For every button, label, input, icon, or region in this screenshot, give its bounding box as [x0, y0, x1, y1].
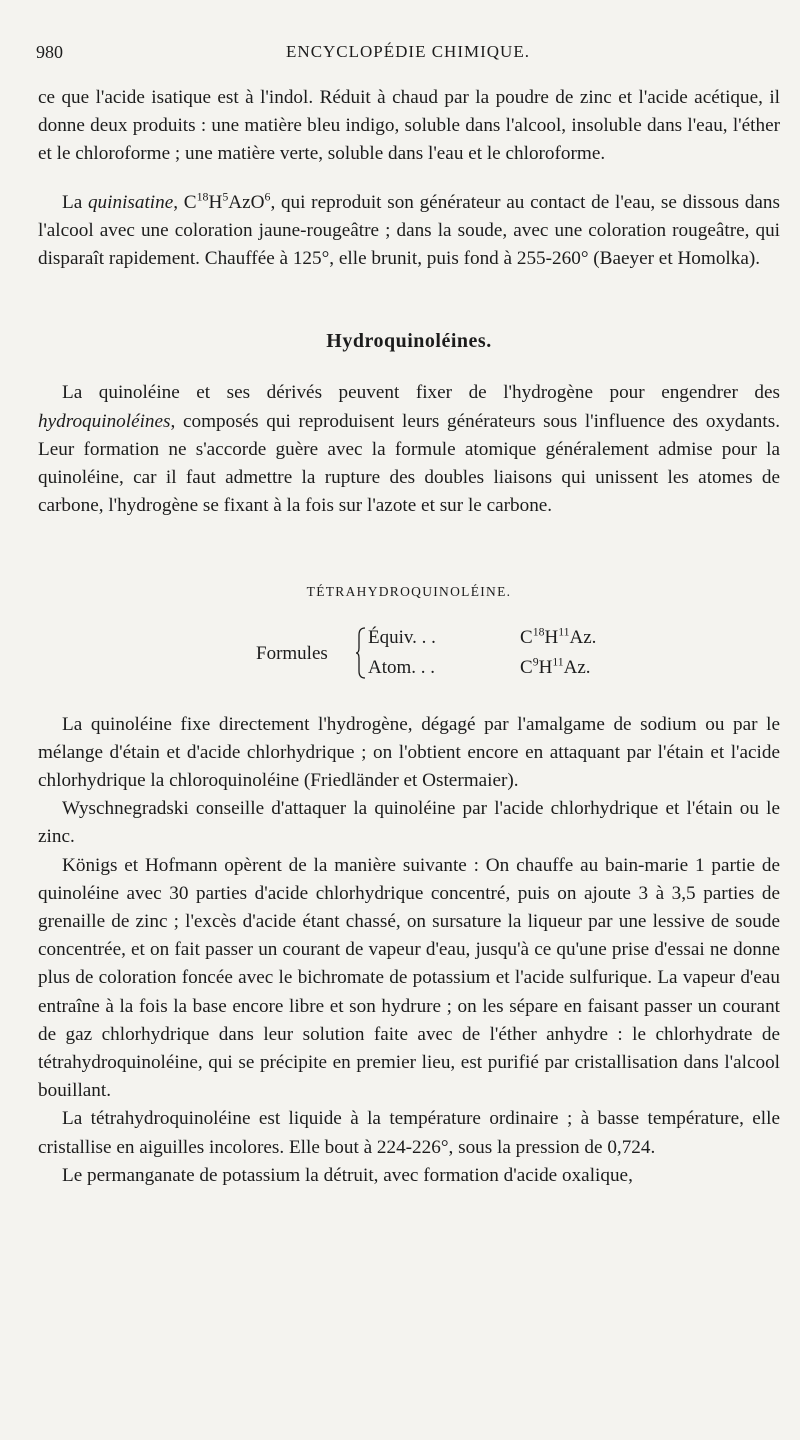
- formula-label: Formules: [256, 642, 328, 664]
- paragraph-text: , qui reproduit son générateur au contact de l'eau, se dissous dans l'alcool avec une coloration jaune-rougeâtre ; dans la soude, avec une coloration rougeâtre, qui disparaît rapidement. Chauffée à 125°, elle brunit, puis fond à 255-260° (Baeyer et Homolka).: [38, 191, 780, 270]
- formula-value: $C^{18}H^{11}Az$.: [520, 625, 597, 648]
- formula-block: [38, 623, 780, 685]
- sub-heading: TÉTRAHYDROQUINOLÉINE.: [306, 584, 512, 600]
- section-heading: Hydroquinoléines.: [326, 330, 492, 353]
- page-number: 980: [36, 42, 63, 62]
- chemical-formula: $C^{18}H^5AzO^6$: [183, 189, 271, 213]
- paragraph-hydroquinoleines: [38, 379, 780, 520]
- chemical-term: quinisatine: [87, 191, 174, 213]
- chemical-term: hydroquinoléines: [38, 410, 171, 432]
- formula-value: $C^9H^{11}Az$.: [520, 655, 591, 678]
- paragraph-quinisatine: La quinisatine, $C^{18}H^5AzO^6$, qui reproduit son générateur au contact de l'eau, se dissous dans l'alcool avec une coloration jaune-rougeâtre ; dans la soude, avec une coloration rougeâtre, qui disparaît rapidement. Chauffée à 125°, elle brunit, puis fond à 255-260° (Baeyer et Homolka).: [38, 189, 780, 270]
- paragraph-konigs-hofmann: Königs et Hofmann opèrent de la manière suivante : On chauffe au bain-marie 1 partie de quinoléine avec 30 parties d'acide chlorhydrique concentré, puis on ajoute 3 à 3,5 parties de grenaille de zinc ; l'excès d'acide étant chassé, on sursature la liqueur par une lessive de soude concentrée, et on fait passer un courant de vapeur d'eau, jusqu'à ce qu'une prise d'essai ne donne plus de coloration foncée avec le bichromate de potassium et l'acide sulfurique. La vapeur d'eau entraîne à la fois la base encore libre et son hydrure ; on les sépare en faisant passer un courant de gaz chlorhydrique dans leur solution faite avec de l'éther anhydre : le chlorhydrate de tétrahydroquinoléine, qui se précipite en premier lieu, est purifié par cristallisation dans l'alcool bouillant.: [38, 854, 780, 1102]
- paragraph-text: La: [62, 191, 88, 213]
- running-title: ENCYCLOPÉDIE CHIMIQUE.: [286, 42, 530, 61]
- formula-row-atomic: [368, 653, 591, 683]
- paragraph-wyschnegradski: Wyschnegradski conseille d'attaquer la quinoléine par l'acide chlorhydrique et l'étain ou le zinc.: [38, 798, 780, 848]
- page-header: [36, 42, 780, 72]
- formula-kind: Équiv. . .: [368, 626, 436, 648]
- paragraph-text: , composés qui reproduisent leurs générateurs sous l'influence des oxydants. Leur formation ne s'accorde guère avec la formule atomique généralement admise pour la quinoléine, car il faut admettre la rupture des doubles liaisons qui unissent les atomes de carbone, l'hydrogène se fixant à la fois sur l'azote et sur le carbone.: [38, 410, 780, 517]
- paragraph-continuation: ce que l'acide isatique est à l'indol. Réduit à chaud par la poudre de zinc et l'acide acétique, il donne deux produits : une matière bleu indigo, soluble dans l'alcool, insoluble dans l'eau, l'éther et le chloroforme ; une matière verte, soluble dans l'eau et le chloroforme.: [38, 87, 780, 165]
- paragraph-properties: La tétrahydroquinoléine est liquide à la température ordinaire ; à basse température, elle cristallise en aiguilles incolores. Elle bout à 224-226°, sous la pression de 0,724.: [38, 1108, 780, 1158]
- paragraph-text: La quinoléine et ses dérivés peuvent fixer de l'hydrogène pour engendrer des: [62, 382, 780, 404]
- page-body: [38, 84, 780, 1190]
- paragraph-preparation: La quinoléine fixe directement l'hydrogène, dégagé par l'amalgame de sodium ou par le mélange d'étain et d'acide chlorhydrique ; on l'obtient encore en attaquant par l'étain et l'acide chlorhydrique la chloroquinoléine (Friedländer et Ostermaier).: [38, 713, 780, 792]
- left-brace: [356, 627, 366, 679]
- paragraph-permanganate: Le permanganate de potassium la détruit, avec formation d'acide oxalique,: [62, 1164, 633, 1186]
- formula-kind: Atom. . .: [368, 656, 436, 678]
- formula-row-equivalent: [368, 623, 597, 653]
